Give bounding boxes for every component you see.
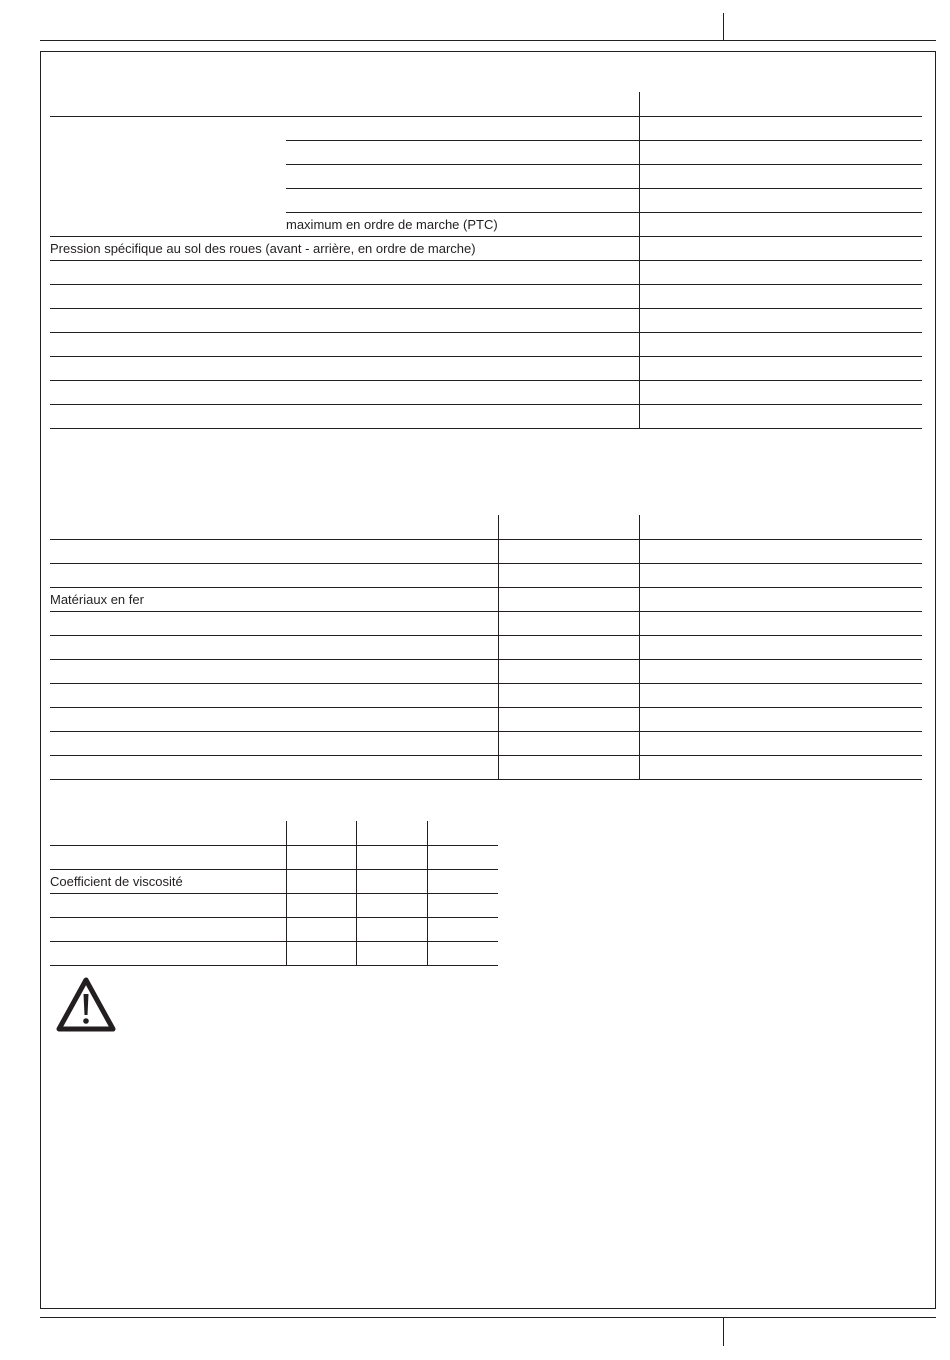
table-cell bbox=[50, 539, 498, 563]
warning-triangle-icon bbox=[56, 977, 116, 1032]
footer-rule bbox=[40, 1317, 936, 1318]
table-cell bbox=[498, 755, 639, 779]
table-cell bbox=[639, 755, 922, 779]
table-row bbox=[50, 260, 922, 284]
table-cell bbox=[286, 845, 356, 869]
table-row bbox=[50, 116, 922, 140]
table-cell bbox=[639, 188, 922, 212]
table-row bbox=[50, 332, 922, 356]
table-cell bbox=[50, 284, 639, 308]
table-cell bbox=[50, 356, 639, 380]
table-cell bbox=[639, 587, 922, 611]
table-cell bbox=[498, 587, 639, 611]
table-cell bbox=[50, 821, 286, 845]
table-cell bbox=[427, 821, 498, 845]
table-cell bbox=[639, 611, 922, 635]
table-cell bbox=[50, 635, 498, 659]
table-cell bbox=[50, 845, 286, 869]
table-cell bbox=[50, 755, 498, 779]
table-cell bbox=[50, 164, 286, 188]
table-row bbox=[50, 140, 922, 164]
table-cell bbox=[639, 356, 922, 380]
table-cell bbox=[356, 941, 427, 965]
table-row bbox=[50, 284, 922, 308]
table-cell bbox=[427, 917, 498, 941]
table-row bbox=[50, 164, 922, 188]
table-cell bbox=[639, 539, 922, 563]
table-row bbox=[50, 821, 498, 845]
table-cell bbox=[498, 683, 639, 707]
table-row bbox=[50, 380, 922, 404]
table-cell bbox=[639, 92, 922, 116]
table-cell bbox=[639, 284, 922, 308]
header-divider bbox=[723, 13, 724, 41]
table-row bbox=[50, 212, 922, 236]
table-cell bbox=[50, 116, 286, 140]
table-cell bbox=[286, 869, 356, 893]
table-cell bbox=[498, 515, 639, 539]
table-cell bbox=[639, 212, 922, 236]
table-cell bbox=[286, 893, 356, 917]
table-row bbox=[50, 845, 498, 869]
table-cell bbox=[498, 563, 639, 587]
materials-table bbox=[50, 515, 922, 780]
table-row bbox=[50, 611, 922, 635]
table-cell bbox=[427, 893, 498, 917]
table-row bbox=[50, 659, 922, 683]
table-cell bbox=[286, 188, 639, 212]
table-cell bbox=[427, 941, 498, 965]
table-cell bbox=[356, 845, 427, 869]
table-cell bbox=[50, 611, 498, 635]
table-cell bbox=[286, 821, 356, 845]
table-cell bbox=[639, 140, 922, 164]
table-cell bbox=[498, 611, 639, 635]
table-row bbox=[50, 893, 498, 917]
table-cell bbox=[639, 164, 922, 188]
table-cell bbox=[50, 941, 286, 965]
table-cell bbox=[639, 683, 922, 707]
table-cell bbox=[427, 869, 498, 893]
table-cell bbox=[50, 515, 498, 539]
table-cell bbox=[50, 380, 639, 404]
table-cell bbox=[498, 731, 639, 755]
table-cell bbox=[639, 659, 922, 683]
table-cell bbox=[50, 563, 498, 587]
table-cell: Pression spécifique au sol des roues (avant - arrière, en ordre de marche) bbox=[50, 236, 639, 260]
table-cell: Coefficient de viscosité bbox=[50, 869, 286, 893]
table-row bbox=[50, 587, 922, 611]
table-cell bbox=[639, 236, 922, 260]
table-cell: maximum en ordre de marche (PTC) bbox=[286, 212, 639, 236]
table-row bbox=[50, 869, 498, 893]
table-cell bbox=[356, 869, 427, 893]
table-cell bbox=[639, 380, 922, 404]
table-row bbox=[50, 707, 922, 731]
viscosity-table bbox=[50, 821, 498, 966]
table-cell bbox=[639, 260, 922, 284]
table-cell bbox=[427, 845, 498, 869]
table-cell bbox=[498, 635, 639, 659]
table-cell bbox=[286, 116, 639, 140]
table-row bbox=[50, 917, 498, 941]
table-cell bbox=[50, 683, 498, 707]
table-cell bbox=[50, 308, 639, 332]
table-row bbox=[50, 563, 922, 587]
table-cell bbox=[50, 731, 498, 755]
table-cell bbox=[286, 941, 356, 965]
table-cell bbox=[50, 140, 286, 164]
table-cell bbox=[286, 92, 639, 116]
table-cell bbox=[50, 92, 286, 116]
table-cell bbox=[50, 332, 639, 356]
specifications-table bbox=[50, 92, 922, 429]
table-row bbox=[50, 635, 922, 659]
table-cell bbox=[50, 893, 286, 917]
table-cell bbox=[50, 404, 639, 428]
table-cell bbox=[286, 164, 639, 188]
table-row bbox=[50, 683, 922, 707]
table-row bbox=[50, 308, 922, 332]
table-cell bbox=[639, 116, 922, 140]
table-cell bbox=[286, 917, 356, 941]
table-cell bbox=[498, 539, 639, 563]
table-cell bbox=[639, 332, 922, 356]
header-rule bbox=[40, 40, 936, 41]
table-cell bbox=[639, 731, 922, 755]
table-row bbox=[50, 755, 922, 779]
table-cell bbox=[639, 563, 922, 587]
table-cell bbox=[50, 707, 498, 731]
table-cell: Matériaux en fer bbox=[50, 587, 498, 611]
table-row bbox=[50, 941, 498, 965]
table-row bbox=[50, 236, 922, 260]
table-cell bbox=[498, 659, 639, 683]
table-row bbox=[50, 188, 922, 212]
table-cell bbox=[639, 515, 922, 539]
table-cell bbox=[286, 140, 639, 164]
table-cell bbox=[639, 707, 922, 731]
table-cell bbox=[639, 308, 922, 332]
table-cell bbox=[498, 707, 639, 731]
table-row bbox=[50, 515, 922, 539]
table-cell bbox=[356, 893, 427, 917]
table-cell bbox=[50, 212, 286, 236]
table-row bbox=[50, 539, 922, 563]
table-cell bbox=[50, 188, 286, 212]
table-row bbox=[50, 92, 922, 116]
table-cell bbox=[356, 821, 427, 845]
table-cell bbox=[50, 659, 498, 683]
table-cell bbox=[50, 260, 639, 284]
table-row bbox=[50, 731, 922, 755]
table-cell bbox=[50, 917, 286, 941]
table-cell bbox=[639, 635, 922, 659]
table-cell bbox=[639, 404, 922, 428]
table-row bbox=[50, 404, 922, 428]
table-cell bbox=[356, 917, 427, 941]
footer-divider bbox=[723, 1318, 724, 1346]
table-row bbox=[50, 356, 922, 380]
